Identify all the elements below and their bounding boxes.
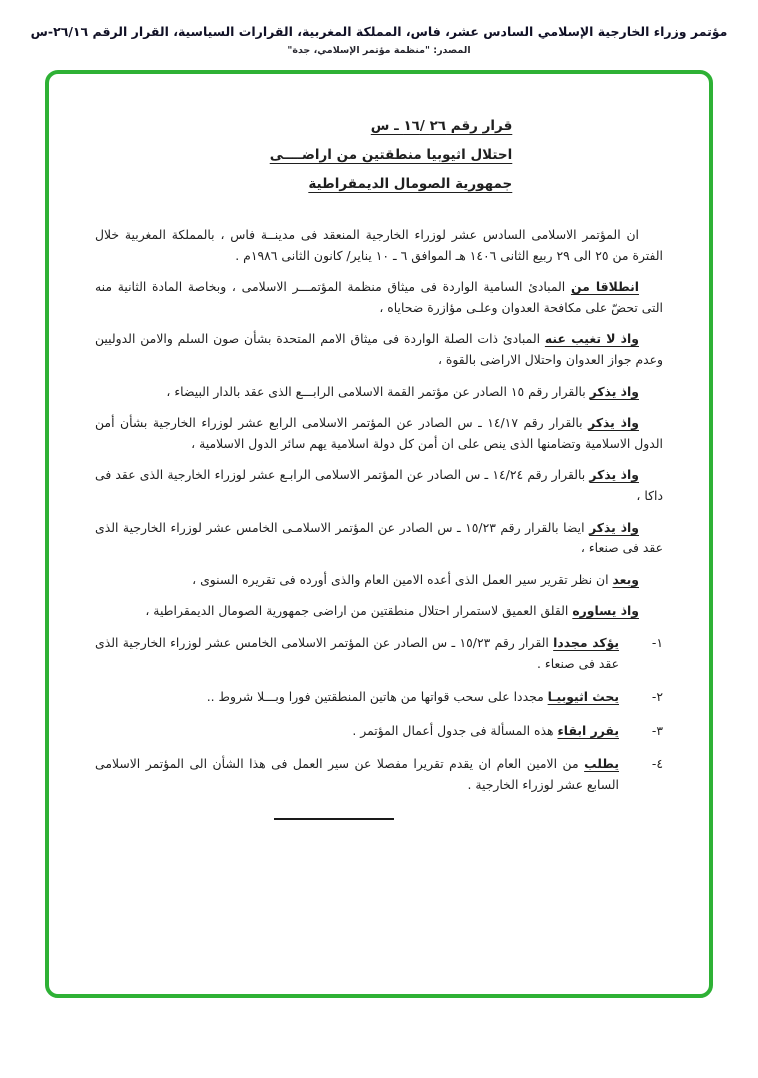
paragraph-text: المبادئ السامية الواردة فى ميثاق منظمة المؤتمـــر الاسلامى ، وبخاصة المادة الثانية منه التى تحضّ على مكافحة العدوان وعلـى مؤازرة ضحاياه ،: [95, 279, 663, 315]
item-lead: يحث اثيوبيـا: [547, 689, 619, 705]
paragraph-text: بالقرار رقم ١٤/٢٤ ـ س الصادر عن المؤتمر الاسلامى الرابـع عشر لوزراء الخارجية الذى عقد فى داكا ،: [95, 467, 663, 503]
paragraph-lead: انطلاقا من: [570, 279, 639, 295]
item-lead: يطلب: [584, 756, 619, 772]
resolution-title-line: قرار رقم ٢٦ /١٦ ـ س: [370, 118, 513, 134]
item-body: [95, 633, 619, 674]
operative-items: [95, 633, 663, 796]
item-text: من الامين العام ان يقدم تقريرا مفصلا عن سير العمل فى هذا الشأن الى المؤتمر الاسلامى السابع عشر لوزراء الخارجية .: [95, 756, 619, 792]
paragraph-text: ان المؤتمر الاسلامى السادس عشر لوزراء الخارجية المنعقد فى مدينــة فاس ، بالمملكة المغربية خلال الفترة من ٢٥ الى ٢٩ ربيع الثانى ١٤٠٦ هـ الموافق ٦ ـ ١٠ يناير/ كانون الثانى ١٩٨٦م .: [95, 227, 663, 263]
resolution-title-line: احتلال اثيوبيا منطقتين من اراضــــى: [269, 147, 513, 164]
paragraph: [95, 518, 663, 559]
paragraph-lead: وبعد: [612, 571, 639, 587]
page-title: مؤتمر وزراء الخارجية الإسلامي السادس عشر، فاس، المملكة المغربية، القرارات السياسية، القرار الرقم ٢٦/١٦-س: [30, 24, 728, 39]
paragraph-lead: واذ يساوره: [572, 603, 639, 619]
paragraph: [95, 465, 663, 506]
item-number: ٤-: [651, 756, 663, 772]
paragraph-lead: واذ يذكر: [588, 415, 639, 431]
paragraph: [95, 225, 663, 266]
paragraph-lead: واذ لا تغيب عنه: [544, 331, 639, 347]
item-body: [95, 754, 619, 795]
item-text: القرار رقم ١٥/٢٣ ـ س الصادر عن المؤتمر الاسلامى الخامس عشر لوزراء الخارجية الذى عقد فى صنعاء .: [95, 634, 619, 671]
item-lead: يؤكد مجددا: [553, 634, 620, 650]
item-text: مجددا على سحب قواتها من هاتين المنطقتين فورا وبـــلا شروط ..: [206, 689, 548, 705]
end-divider: [274, 818, 394, 820]
paragraph: [95, 329, 663, 370]
resolution-title: [270, 112, 513, 199]
paragraph-text: القلق العميق لاستمرار احتلال منطقتين من اراضى جمهورية الصومال الديمقراطية ،: [145, 603, 573, 619]
item-number: ٣-: [651, 722, 663, 738]
resolution-title-line: جمهورية الصومال الديمقراطية: [308, 176, 513, 193]
item-number: ١-: [651, 634, 663, 650]
paragraph-lead: واذ يذكر: [589, 467, 639, 483]
paragraph-text: بالقرار رقم ١٥ الصادر عن مؤتمر القمة الاسلامى الرابـــع الذى عقد بالدار البيضاء ،: [166, 383, 590, 399]
paragraph-text: المبادئ ذات الصلة الواردة فى ميثاق الامم المتحدة بشأن صون السلم والامن الدوليين وعدم جواز العدوان واحتلال الاراضى بالقوة ،: [95, 331, 663, 368]
list-item: [95, 754, 663, 795]
paragraph-lead: واذ يذكر: [589, 519, 639, 535]
paragraph: [95, 277, 663, 318]
list-item: [95, 721, 663, 742]
item-text: هذه المسألة فى جدول أعمال المؤتمر .: [352, 722, 558, 738]
paragraph: [95, 601, 663, 622]
list-item: [95, 633, 663, 674]
item-number: ٢-: [651, 689, 663, 705]
item-lead: يقرر ابقاء: [557, 722, 619, 738]
paragraph: [95, 382, 663, 403]
item-body: [95, 721, 619, 742]
paragraph-text: ايضا بالقرار رقم ١٥/٢٣ ـ س الصادر عن المؤتمر الاسلامـى الخامس عشر لوزراء الخارجية الذى عقد فى صنعاء ،: [95, 519, 663, 556]
item-body: [95, 687, 619, 708]
paragraph-text: ان نظر تقرير سير العمل الذى أعده الامين العام والذى أورده فى تقريره السنوى ،: [192, 571, 613, 587]
list-item: [95, 687, 663, 708]
paragraph: [95, 570, 663, 591]
scanned-document-frame: [45, 70, 713, 998]
paragraph-lead: واذ يذكر: [589, 383, 639, 399]
paragraph: [95, 413, 663, 454]
paragraph-text: بالقرار رقم ١٤/١٧ ـ س الصادر عن المؤتمر الاسلامى الرابع عشر لوزراء الخارجية بشأن أمن الدول الاسلامية وتضامنها الذى ينص على ان أمن كل دولة اسلامية يهم سائر الدول الاسلامية ،: [95, 415, 663, 451]
source-line: المصدر: "منظمة مؤتمر الإسلامي، جدة": [287, 45, 471, 56]
